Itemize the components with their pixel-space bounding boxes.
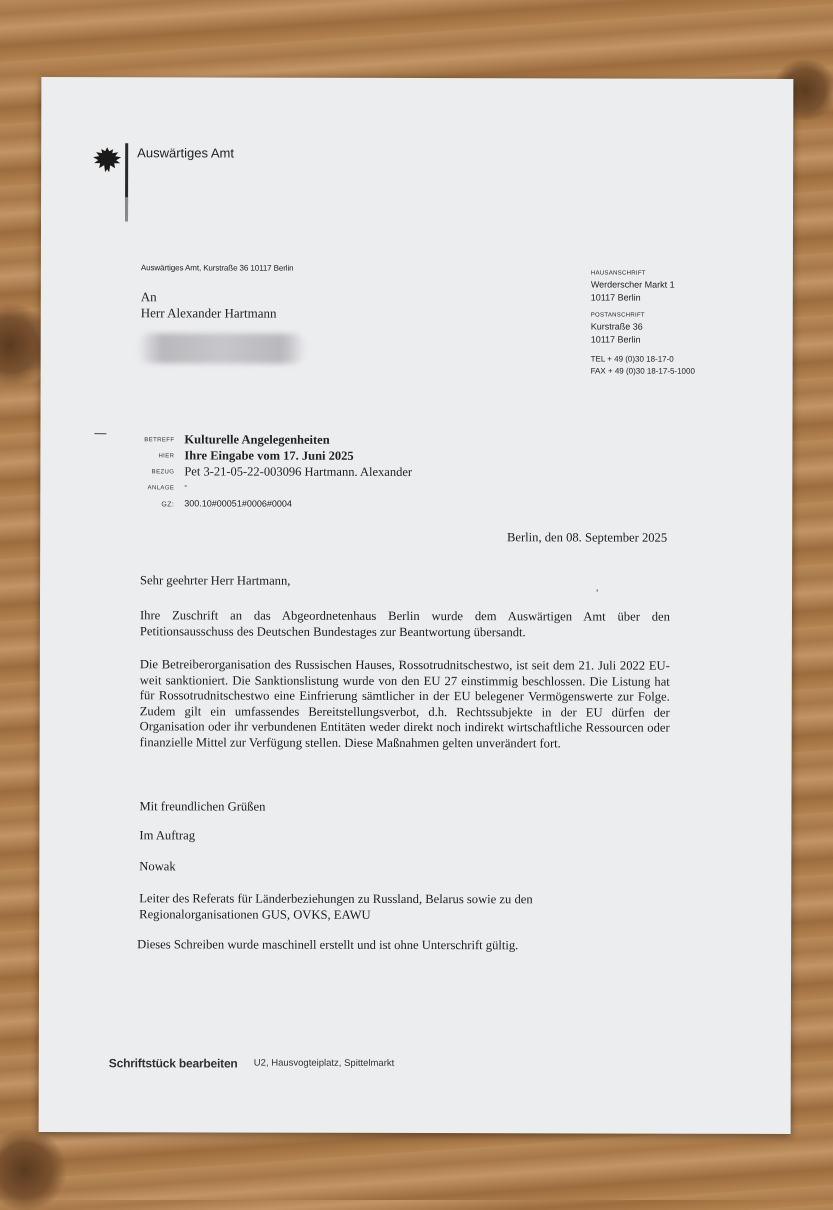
anlage-value: - [184, 480, 188, 491]
signer-title: Leiter des Referats für Länderbeziehungen zu Russland, Belarus sowie zu den Regionalorganisationen GUS, OVKS, EAWU [139, 891, 533, 922]
contact-block [591, 270, 696, 375]
recipient-line-an: An [140, 289, 157, 305]
letterhead-org-name: Auswärtiges Amt [137, 145, 235, 161]
bezug-value: Pet 3-21-05-22-003096 Hartmann. Alexander [184, 464, 413, 479]
paper-speck: , [596, 582, 599, 594]
house-address-street: Werderscher Markt 1 [590, 279, 675, 290]
fax: FAX + 49 (0)30 18-17-5-1000 [590, 366, 695, 376]
gz-label: GZ: [161, 501, 175, 509]
post-address-street: Kurstraße 36 [590, 321, 643, 332]
salutation: Sehr geehrter Herr Hartmann, [140, 573, 291, 588]
signer-name: Nowak [139, 859, 176, 874]
post-address-city: 10117 Berlin [590, 334, 641, 345]
recipient-name: Herr Alexander Hartmann [140, 305, 277, 321]
gz-value: 300.10#00051#0006#0004 [184, 498, 292, 509]
bezug-label: BEZUG [151, 469, 175, 476]
fold-mark [94, 433, 106, 434]
house-address-city: 10117 Berlin [590, 292, 641, 303]
betreff-label: BETREFF [144, 437, 175, 444]
closing: Mit freundlichen Grüßen [139, 799, 266, 814]
footer-transit: U2, Hausvogteiplatz, Spittelmarkt [253, 1057, 395, 1069]
letter-page [39, 77, 794, 1134]
redacted-address [137, 333, 307, 363]
machine-notice: Dieses Schreiben wurde maschinell erstellt und ist ohne Unterschrift gültig. [137, 937, 519, 953]
hier-value: Ihre Eingabe vom 17. Juni 2025 [184, 448, 354, 463]
letter-date: Berlin, den 08. September 2025 [506, 530, 668, 545]
federal-eagle-icon [91, 145, 123, 175]
post-address-label: POSTANSCHRIFT [590, 312, 645, 319]
edit-document-button[interactable]: Schriftstück bearbeiten [108, 1056, 238, 1071]
betreff-value: Kulturelle Angelegenheiten [184, 432, 330, 447]
house-address-label: HAUSANSCHRIFT [590, 270, 646, 277]
wood-knot [0, 1130, 70, 1210]
im-auftrag: Im Auftrag [139, 828, 196, 843]
paragraph-2: Die Betreiberorganisation des Russischen Hauses, Rossotrudnitschestwo, ist seit dem 21. Juli 2022 EU-weit sanktioniert. Die Sanktionslistung wurde von den EU 27 einstimmig beschlossen. Die Listung hat für Rossotrudnitschestwo eine Einfrierung sämtlicher in der EU belegener Vermögenswerte zur Folge. Zudem gilt ein umfassendes Bereitstellungsverbot, d.h. Rechtssubjekte in der EU dürfen der Organisation oder ihr verbundenen Entitäten weder direkt noch indirekt wirtschaftliche Ressourcen oder finanzielle Mittel zur Verfügung stellen. Diese Maßnahmen gelten unverändert fort. [139, 657, 670, 750]
letterhead-bar-lower [125, 197, 128, 221]
anlage-label: ANLAGE [147, 485, 175, 492]
telephone: TEL + 49 (0)30 18-17-0 [590, 354, 674, 364]
paragraph-1: Ihre Zuschrift an das Abgeordnetenhaus Berlin wurde dem Auswärtigen Amt über den Petitionsausschuss des Deutschen Bundestages zur Beantwortung übersandt. [139, 608, 670, 639]
sender-return-address: Auswärtiges Amt, Kurstraße 36 10117 Berlin [140, 263, 294, 273]
hier-label: HIER [158, 453, 175, 460]
